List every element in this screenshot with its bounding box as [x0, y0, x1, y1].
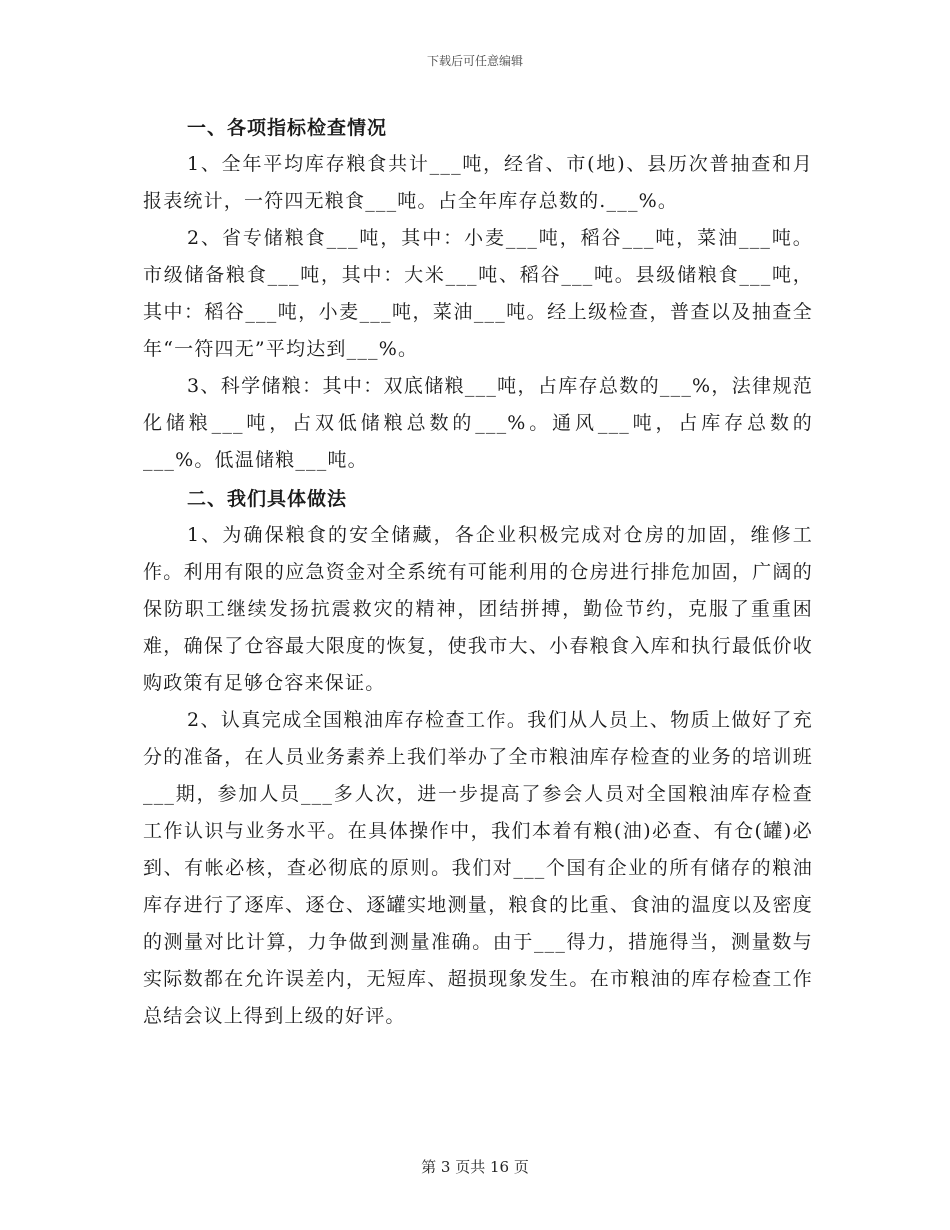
page-footer: 第 3 页共 16 页: [421, 1158, 529, 1176]
page-header: 下载后可任意编辑: [426, 54, 523, 68]
paragraph-1-2: 2、省专储粮食___吨，其中：小麦___吨，稻谷___吨，菜油___吨。市级储备粮食___吨，其中：大米___吨、稻谷___吨。县级储粮食___吨，其中：稻谷___吨，小麦___吨，菜油___吨。经上级检查，普查以及抽查全年“一符四无”平均达到___%。: [143, 227, 813, 360]
paragraph-2-1: 1、为确保粮食的安全储藏，各企业积极完成对仓房的加固，维修工作。利用有限的应急资金对全系统有可能利用的仓房进行排危加固，广阔的保防职工继续发扬抗震救灾的精神，团结拼搏，勤俭节约，克服了重重困难，确保了仓容最大限度的恢复，使我市大、小春粮食入库和执行最低价收购政策有足够仓容来保证。: [143, 524, 813, 694]
paragraph-1-3: 3、科学储粮：其中：双底储粮___吨，占库存总数的___%，法律规范化储粮___吨，占双低储粮总数的___%。通风___吨，占库存总数的___%。低温储粮___吨。: [143, 375, 813, 471]
section-heading-1: 一、各项指标检查情况: [187, 117, 388, 139]
paragraph-1-1: 1、全年平均库存粮食共计___吨，经省、市(地)、县历次普抽查和月报表统计，一符四无粮食___吨。占全年库存总数的.___%。: [143, 153, 813, 212]
section-heading-2: 二、我们具体做法: [187, 488, 348, 510]
paragraph-2-2: 2、认真完成全国粮油库存检查工作。我们从人员上、物质上做好了充分的准备，在人员业务素养上我们举办了全市粮油库存检查的业务的培训班___期，参加人员___多人次，进一步提高了参会人员对全国粮油库存检查工作认识与业务水平。在具体操作中，我们本着有粮(油)必查、有仓(罐)必到、有帐必核，查必彻底的原则。我们对___个国有企业的所有储存的粮油库存进行了逐库、逐仓、逐罐实地测量，粮食的比重、食油的温度以及密度的测量对比计算，力争做到测量准确。由于___得力，措施得当，测量数与实际数都在允许误差内，无短库、超损现象发生。在市粮油的库存检查工作总结会议上得到上级的好评。: [143, 709, 813, 1027]
document-body: [143, 110, 813, 1035]
